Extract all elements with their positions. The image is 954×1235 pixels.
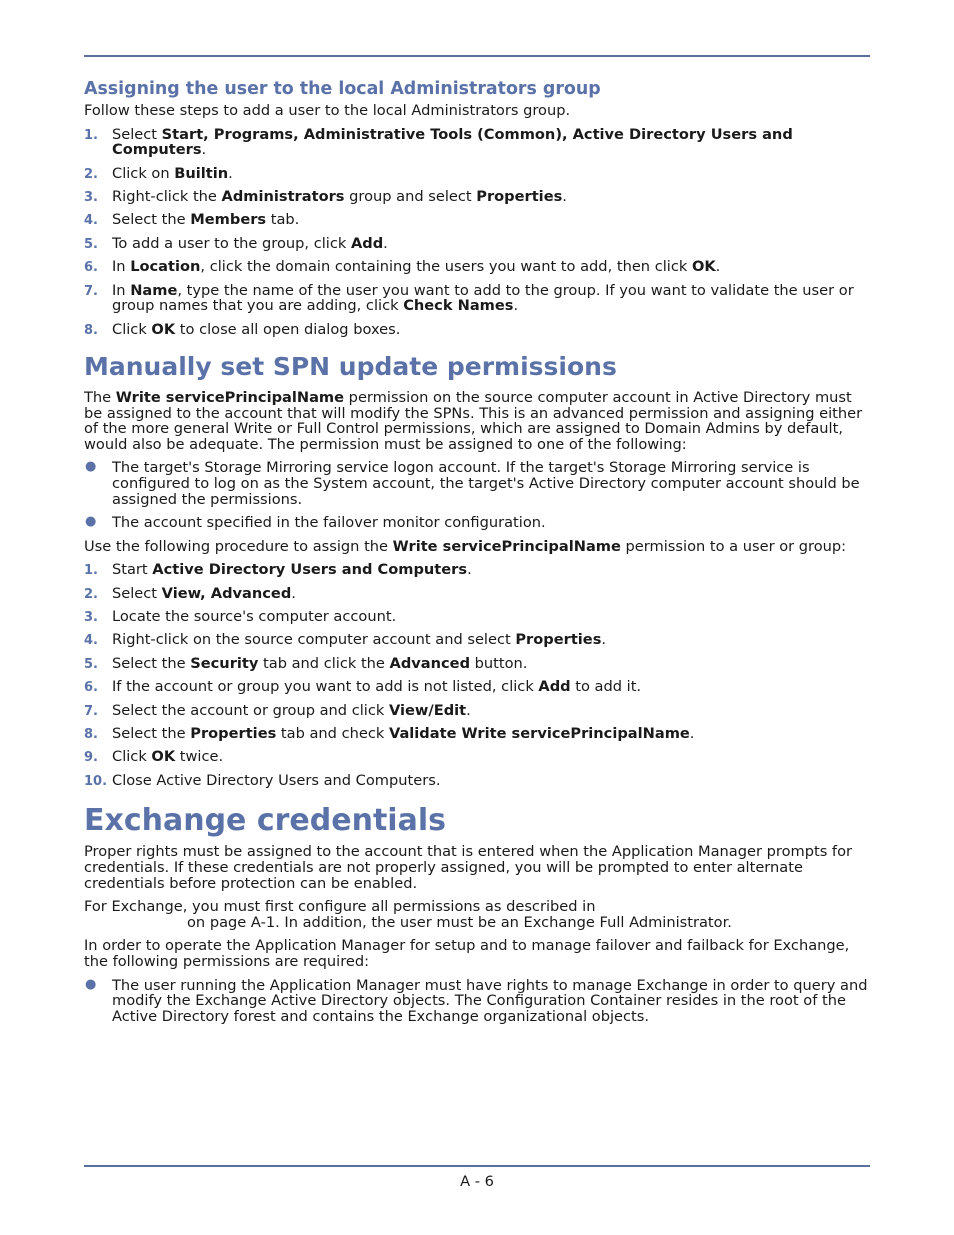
list-item [84,189,868,205]
list-item [84,212,868,228]
list-item-text: The account specified in the failover monitor configuration. [112,514,546,532]
exchange-paragraph-2-line1: For Exchange, you must first configure all permissions as described in [84,898,596,916]
header-rule [84,55,870,57]
footer-rule [84,1165,870,1167]
list-item-text: Right-click the Administrators group and select Properties. [112,187,567,205]
list-item-text: Select the account or group and click View/Edit. [112,701,471,719]
step-number: 2. [84,586,98,602]
bullet-icon: ● [85,976,97,992]
page-number: A - 6 [460,1173,494,1190]
list-item [84,166,868,182]
exchange-paragraph-3: In order to operate the Application Manager for setup and to manage failover and failback for Exchange, the following permissions are required: [84,937,850,970]
step-number: 6. [84,260,98,276]
list-item [84,586,868,602]
step-number: 3. [84,610,98,626]
step-number: 5. [84,236,98,252]
list-item [84,679,868,695]
spn-paragraph: The Write servicePrincipalName permission on the source computer account in Active Directory must be assigned to the account that will modify the SPNs. This is an advanced permission and assigning either of the more general Write or Full Control permissions, which are assigned to Domain Admins by default, would also be adequate. The permission must be assigned to one of the following: [84,389,863,453]
list-item-text: Click OK twice. [112,748,224,766]
list-item [84,773,868,789]
local-admins-steps [84,127,868,338]
list-item [84,283,868,314]
bullet-icon: ● [85,514,97,530]
step-number: 2. [84,166,98,182]
list-item-text: Click on Builtin. [112,164,233,182]
list-item-text: Select the Security tab and click the Advanced button. [112,654,528,672]
list-item-text: To add a user to the group, click Add. [112,234,388,252]
section-heading-spn: Manually set SPN update permissions [84,352,617,382]
spn-bullets [84,460,868,530]
step-number: 5. [84,656,98,672]
list-item-text: If the account or group you want to add is not listed, click Add to add it. [112,678,642,696]
list-item [84,726,868,742]
list-item [84,656,868,672]
step-number: 1. [84,127,98,143]
step-number: 7. [84,283,98,299]
list-item [84,749,868,765]
list-item [84,515,868,531]
exchange-paragraph-2-line2: on page A-1. In addition, the user must be an Exchange Full Administrator. [187,913,732,931]
list-item-text: In Location, click the domain containing the users you want to add, then click OK. [112,258,721,276]
exchange-paragraph-1: Proper rights must be assigned to the account that is entered when the Application Manager prompts for credentials. If these credentials are not properly assigned, you will be prompted to enter alternate credentials before protection can be enabled. [84,843,853,892]
list-item [84,703,868,719]
list-item [84,259,868,275]
step-number: 8. [84,322,98,338]
step-number: 6. [84,680,98,696]
exchange-paragraph-2 [84,899,868,930]
step-number: 1. [84,563,98,579]
step-number: 7. [84,703,98,719]
list-item-text: Select the Members tab. [112,211,300,229]
list-item [84,322,868,338]
spn-steps [84,562,868,788]
list-item-text: Start Active Directory Users and Computers. [112,561,472,579]
list-item-text: Close Active Directory Users and Computers. [112,771,441,789]
step-number: 10. [84,773,108,789]
list-item-text: Right-click on the source computer account and select Properties. [112,631,607,649]
list-item-text: The user running the Application Manager must have rights to manage Exchange in order to query and modify the Exchange Active Directory objects. The Configuration Container resides in the root of the Active Directory forest and contains the Exchange organizational objects. [112,976,868,1025]
spn-procedure-intro: Use the following procedure to assign the Write servicePrincipalName permission to a user or group: [84,537,847,555]
list-item [84,127,868,158]
list-item [84,632,868,648]
list-item [84,236,868,252]
list-item-text: Select the Properties tab and check Validate Write servicePrincipalName. [112,724,695,742]
list-item [84,978,868,1025]
step-number: 4. [84,213,98,229]
section-intro: Follow these steps to add a user to the local Administrators group. [84,102,571,119]
bullet-icon: ● [85,459,97,475]
list-item-text: Select Start, Programs, Administrative Tools (Common), Active Directory Users and Computers. [112,125,793,159]
list-item [84,562,868,578]
section-heading-exchange: Exchange credentials [84,803,446,839]
step-number: 3. [84,189,98,205]
list-item-text: Click OK to close all open dialog boxes. [112,320,401,338]
step-number: 8. [84,726,98,742]
section-heading-local-admins: Assigning the user to the local Administrators group [84,79,601,99]
list-item [84,460,868,507]
list-item-text: Select View, Advanced. [112,584,296,602]
page-content [84,78,868,1032]
list-item-text: The target's Storage Mirroring service logon account. If the target's Storage Mirroring service is configured to log on as the System account, the target's Active Directory computer account should be assigned the permissions. [112,459,860,508]
exchange-bullets [84,978,868,1025]
list-item-text: Locate the source's computer account. [112,608,397,626]
step-number: 4. [84,633,98,649]
list-item [84,609,868,625]
step-number: 9. [84,750,98,766]
list-item-text: In Name, type the name of the user you want to add to the group. If you want to validate the user or group names that you are adding, click Check Names. [112,281,854,315]
